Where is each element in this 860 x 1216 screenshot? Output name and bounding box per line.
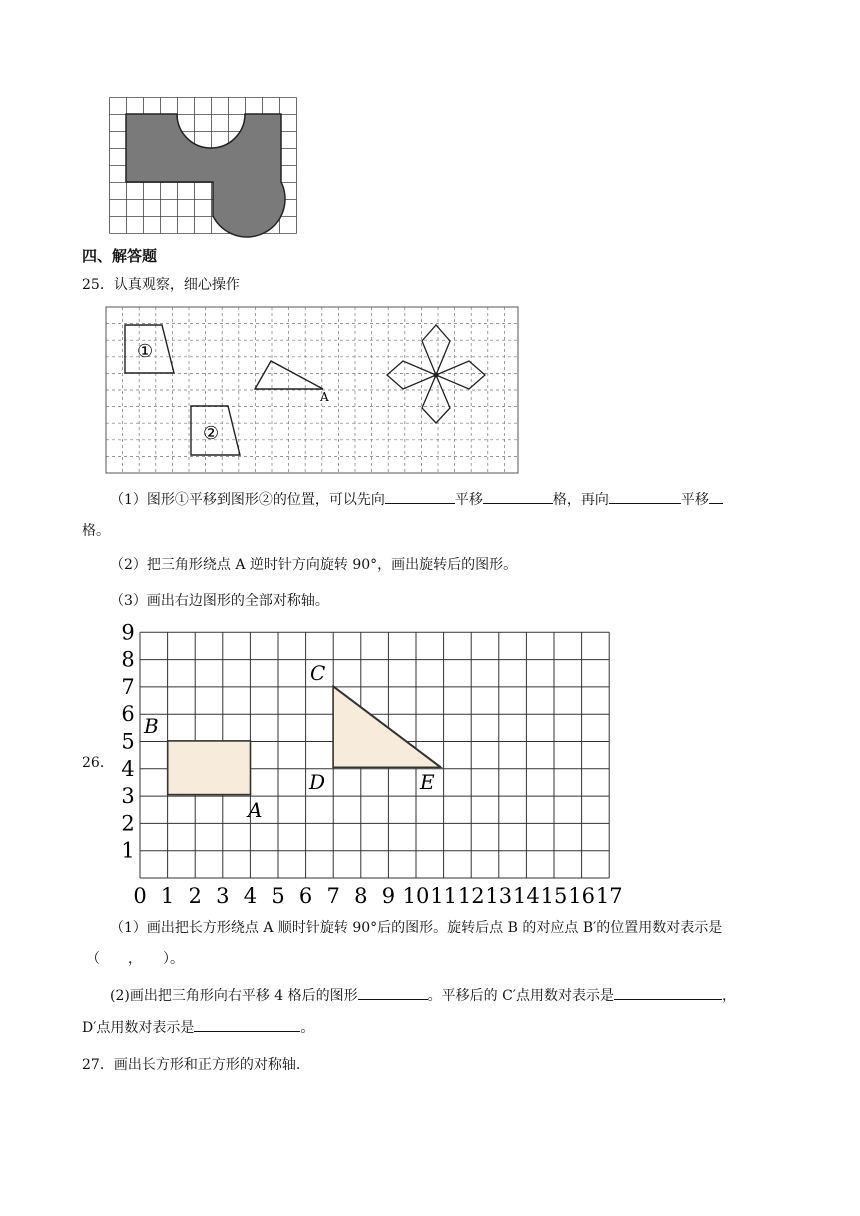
x-tick-label: 12 (457, 884, 485, 908)
x-tick-label: 11 (430, 884, 457, 908)
q25-sub1-text-c: 格，再向 (552, 492, 609, 508)
q25-triangle (255, 361, 323, 389)
q26-rectangle (168, 741, 251, 795)
q27-text: 画出长方形和正方形的对称轴. (113, 1057, 301, 1073)
q25-sub2: （2）把三角形绕点 A 逆时针方向旋转 90°，画出旋转后的图形。 (110, 557, 518, 573)
x-tick-label: 17 (595, 884, 623, 908)
y-tick-label: 5 (121, 729, 135, 754)
flower-petal-down (422, 375, 450, 423)
q27-line (82, 1054, 300, 1074)
flower-petal-up (422, 325, 450, 375)
flower-center (434, 373, 438, 377)
x-tick-label: 10 (402, 884, 430, 908)
x-tick-label: 13 (485, 884, 513, 908)
y-tick-label: 2 (121, 811, 135, 836)
q25-title: 认真观察，细心操作 (113, 277, 240, 293)
q25-sub1-text-d: 平移 (680, 492, 709, 508)
q26-number: 26． (82, 755, 114, 771)
x-tick-label: 6 (298, 884, 313, 908)
q26-sub2-text-b: 。平移后的 C′点用数对表示是 (427, 988, 614, 1004)
section-title: 四、解答题 (82, 247, 158, 265)
shape-2-label: ② (203, 423, 220, 444)
shape-1-label: ① (137, 341, 154, 362)
q26-label-e: E (420, 770, 435, 794)
x-tick-label: 3 (216, 884, 230, 908)
q26-sub2-text-c: ， (721, 988, 736, 1004)
q25-sub1-text-b: 平移 (454, 492, 483, 508)
shaded-shape-figure (109, 97, 301, 235)
shaded-shape (126, 114, 285, 237)
q27-number: 27． (82, 1057, 114, 1073)
x-tick-label: 8 (354, 884, 368, 908)
q25-header (82, 274, 240, 294)
q26-sub2-line2 (82, 1017, 314, 1037)
q26-blank-figure[interactable] (358, 985, 428, 1000)
y-tick-label: 3 (121, 784, 135, 809)
y-tick-label: 1 (121, 838, 135, 863)
q25-number: 25． (82, 277, 114, 293)
q26-coordinate-grid (112, 618, 623, 910)
q26-label-d: D (309, 770, 326, 794)
x-tick-label: 16 (568, 884, 595, 908)
x-tick-label: 14 (513, 884, 540, 908)
x-tick-label: 15 (540, 884, 568, 908)
y-tick-label: 9 (121, 620, 135, 645)
q25-figure (104, 305, 520, 475)
q26-sub1-line1: （1）画出把长方形绕点 A 顺时针旋转 90°后的图形。旋转后点 B 的对应点 B′的位置用数对表示是 (110, 920, 723, 936)
q25-sub1 (110, 489, 723, 509)
symmetric-flower (387, 325, 485, 423)
q26-sub2-text-e: 。 (300, 1020, 315, 1036)
x-tick-label: 1 (160, 884, 175, 908)
q25-blank-direction-2[interactable] (609, 489, 681, 504)
q25-blank-steps-2[interactable] (709, 489, 723, 504)
q25-sub1-continued: 格。 (82, 523, 110, 539)
q25-blank-direction-1[interactable] (385, 489, 455, 504)
q26-label-a: A (248, 798, 263, 822)
q25-blank-steps-1[interactable] (483, 489, 553, 504)
y-tick-label: 6 (121, 702, 135, 727)
flower-petal-right (436, 361, 485, 389)
q26-blank-c-prime[interactable] (614, 985, 722, 1000)
y-tick-label: 4 (121, 756, 135, 781)
dashed-grid (106, 307, 518, 473)
q25-sub1-text-a: （1）图形①平移到图形②的位置，可以先向 (110, 492, 385, 508)
q26-label-b: B (144, 714, 159, 738)
x-tick-label: 2 (188, 884, 202, 908)
q26-label-c: C (310, 661, 326, 685)
y-tick-label: 8 (121, 647, 135, 672)
q25-point-a-label: A (320, 390, 329, 404)
q26-sub1-line2[interactable]: （ ， ）。 (86, 951, 184, 967)
x-tick-label: 7 (326, 884, 340, 908)
q25-sub3: （3）画出右边图形的全部对称轴。 (110, 593, 329, 609)
x-tick-label: 4 (243, 884, 258, 908)
x-tick-label: 5 (271, 884, 285, 908)
x-tick-label: 0 (133, 884, 147, 908)
flower-petal-left (387, 361, 436, 389)
q26-sub2-text-a: (2)画出把三角形向右平移 4 格后的图形 (110, 988, 358, 1004)
y-tick-label: 7 (121, 674, 135, 699)
q26-sub2-text-d: D′点用数对表示是 (82, 1020, 195, 1036)
x-tick-label: 9 (381, 884, 396, 908)
q26-blank-d-prime[interactable] (194, 1017, 300, 1032)
q26-sub2-line1 (110, 985, 736, 1005)
